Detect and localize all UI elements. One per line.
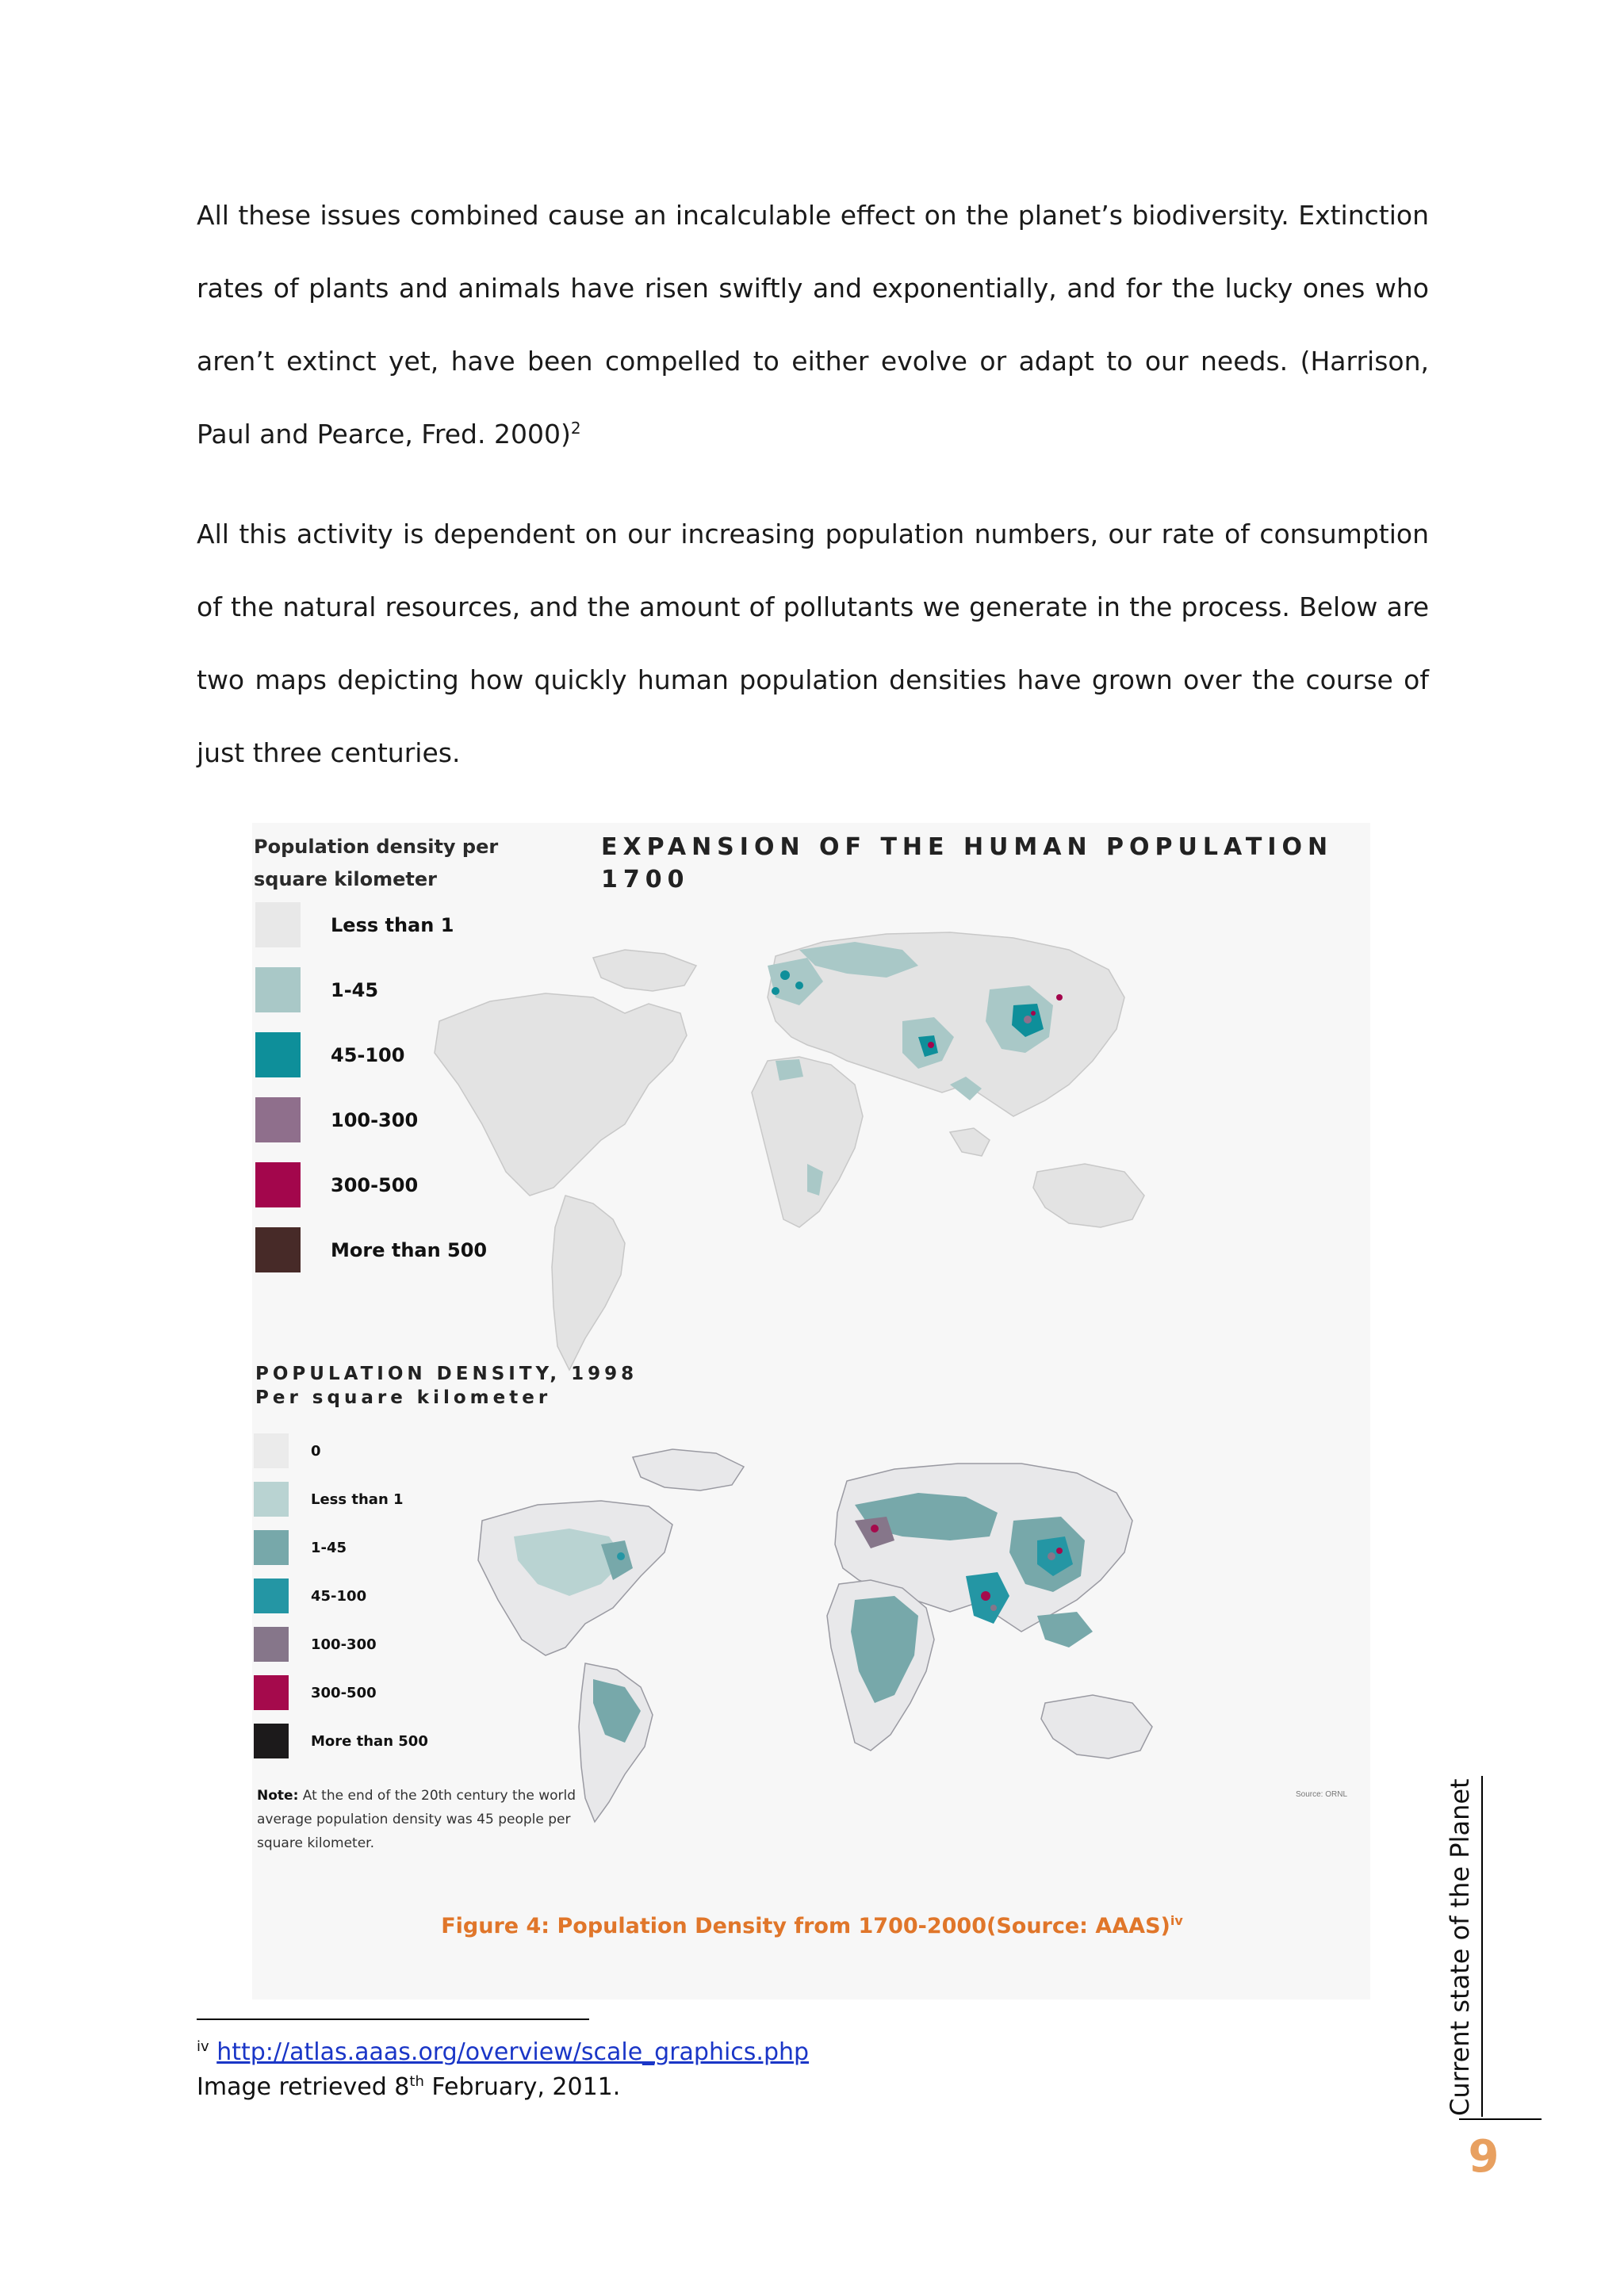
footnote-link[interactable]: http://atlas.aaas.org/overview/scale_graphics.php — [216, 2038, 810, 2066]
legend-item: 100-300 — [254, 1627, 377, 1662]
legend-swatch — [254, 1433, 289, 1468]
legend-item: More than 500 — [255, 1227, 487, 1272]
legend-item: Less than 1 — [254, 1482, 404, 1517]
legend-swatch — [255, 1097, 301, 1142]
legend-swatch — [254, 1724, 289, 1758]
legend-item: 45-100 — [254, 1578, 366, 1613]
legend-swatch — [255, 902, 301, 947]
legend-item: 100-300 — [255, 1097, 418, 1142]
citation-ref: 2 — [570, 419, 581, 438]
map-1700-legend-title: Population density per square kilometer — [254, 836, 499, 890]
legend-item: 300-500 — [254, 1675, 377, 1710]
legend-swatch — [254, 1627, 289, 1662]
caption-ref: iv — [1170, 1913, 1183, 1928]
legend-swatch — [254, 1675, 289, 1710]
legend-item: 45-100 — [255, 1032, 404, 1077]
legend-swatch — [254, 1530, 289, 1565]
legend-item: More than 500 — [254, 1724, 428, 1758]
body-paragraph-1: All these issues combined cause an incalculable effect on the planet’s biodiversity. Extinction rates of plants and animals have risen swiftly and exponentially, and for the lucky ones who aren’t extinct yet, have been compelled to either evolve or adapt to our needs. (Harrison, Paul and Pearce, Fred. 2000)$^2$ — [197, 200, 1429, 450]
figure-caption: Figure 4: Population Density from 1700-2000(Source: AAAS)$^{iv}$ — [441, 1913, 1183, 1938]
legend-item: 300-500 — [255, 1162, 418, 1207]
footnote-divider — [197, 2019, 589, 2020]
population-density-figure — [252, 823, 1370, 1999]
footnote-marker: iv — [197, 2038, 209, 2055]
legend-swatch — [255, 1032, 301, 1077]
legend-item: 1-45 — [254, 1530, 347, 1565]
footnote-retrieved: Image retrieved 8th February, 2011. — [197, 2073, 621, 2101]
legend-swatch — [255, 1227, 301, 1272]
legend-swatch — [255, 1162, 301, 1207]
sidebar-rule-horizontal — [1459, 2118, 1542, 2120]
legend-item: Less than 1 — [255, 902, 454, 947]
map-1998-title: POPULATION DENSITY, 1998 Per square kilometer — [255, 1364, 638, 1408]
legend-item: 0 — [254, 1433, 321, 1468]
legend-swatch — [254, 1482, 289, 1517]
body-paragraph-2: All this activity is dependent on our increasing population numbers, our rate of consumption of the natural resources, and the amount of pollutants we generate in the process. Below are two maps depicting how quickly human population densities have grown over the course of just three centuries. — [197, 519, 1429, 768]
map-source: Source: ORNL — [1296, 1790, 1348, 1799]
footnote — [197, 2035, 809, 2105]
legend-swatch — [255, 967, 301, 1012]
sidebar-rule-vertical — [1481, 1776, 1483, 2117]
legend-swatch — [254, 1578, 289, 1613]
legend-item: 1-45 — [255, 967, 378, 1012]
map-1700-title: EXPANSION OF THE HUMAN POPULATION 1700 — [601, 833, 1334, 894]
page-number: 9 — [1468, 2131, 1500, 2183]
map-note: Note: At the end of the 20th century the world average population density was 45 people per square kilometer. — [257, 1788, 576, 1851]
section-title-vertical: Current state of the Planet — [1445, 1778, 1475, 2116]
